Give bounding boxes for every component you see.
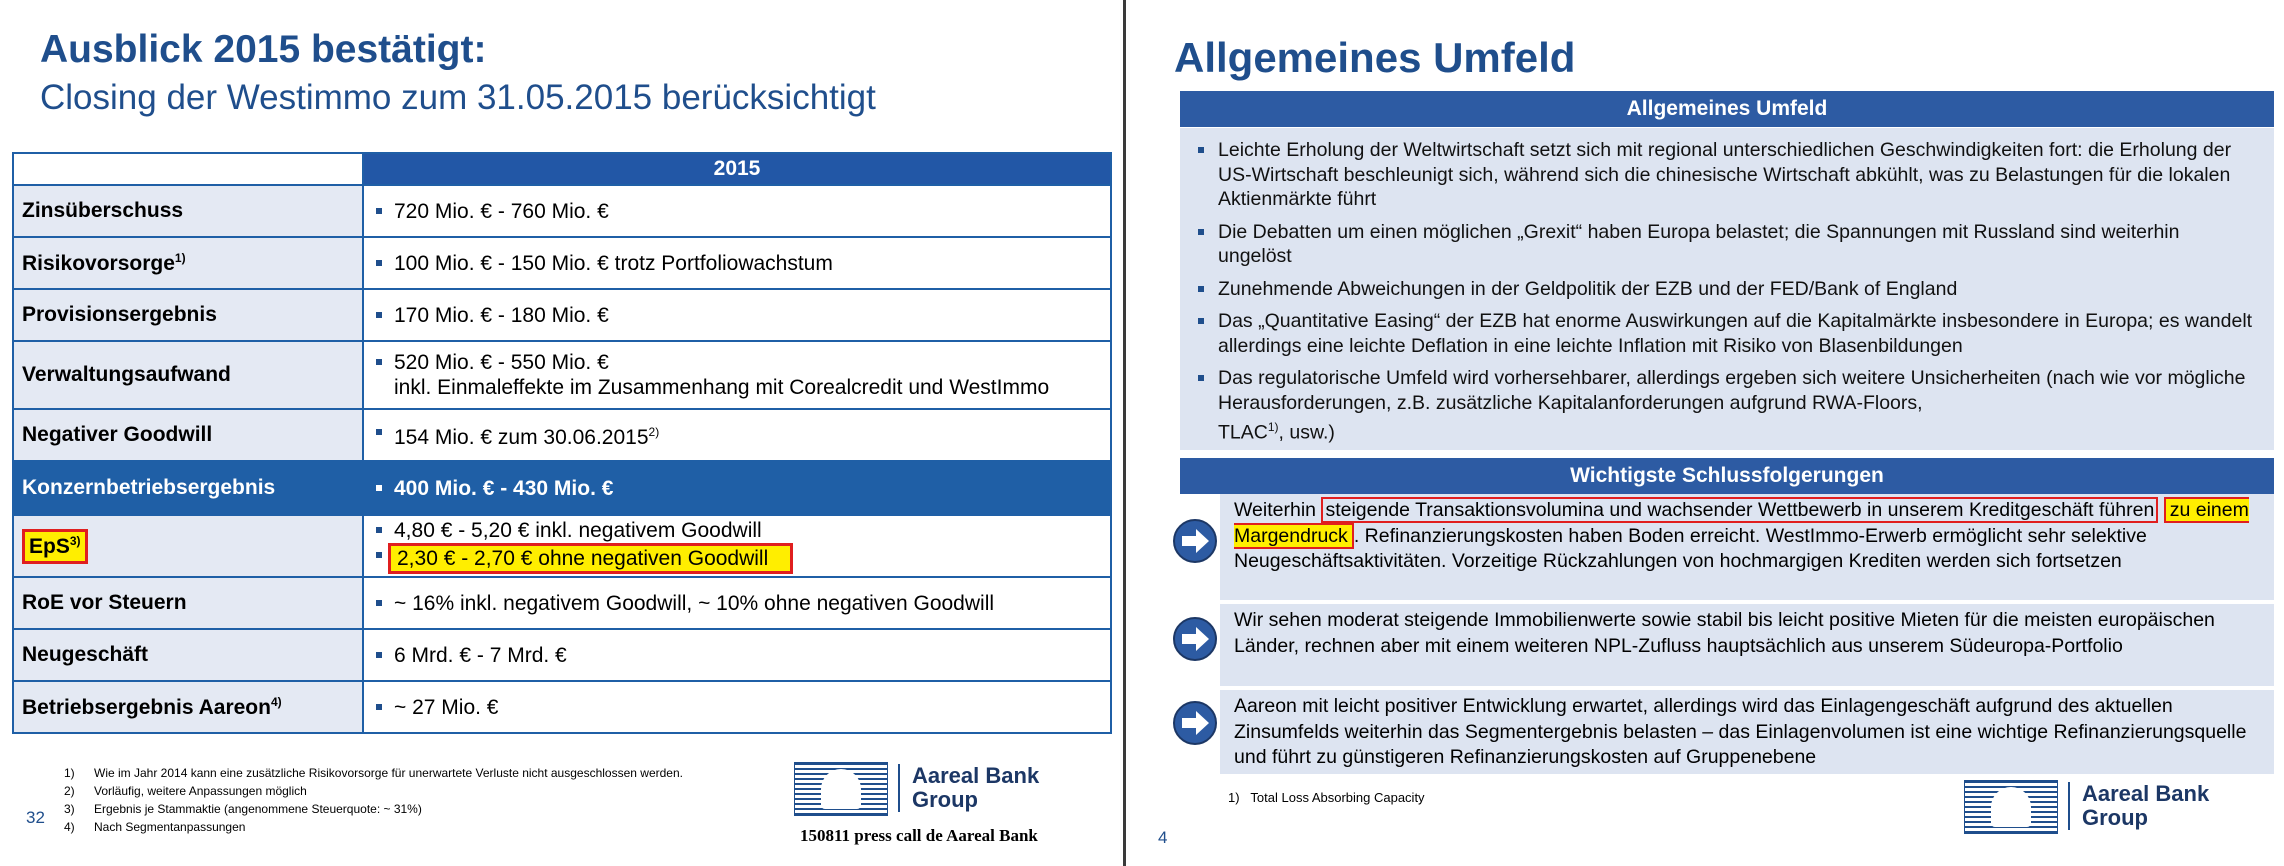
row-value: 400 Mio. € - 430 Mio. € [363,461,1111,515]
row-label: Provisionsergebnis [13,289,363,341]
logo-text: Aareal Bank Group [2068,782,2209,830]
right-slide [1140,0,2284,866]
row-label: Zinsüberschuss [13,185,363,237]
row-value: 154 Mio. € zum 30.06.2015$^{2)}$ [363,409,1111,461]
eps-highlight-box: EpS$^{3)}$ [22,529,88,564]
footnote: 1) Total Loss Absorbing Capacity [1228,790,1425,805]
row-value: 720 Mio. € - 760 Mio. € [363,185,1111,237]
environment-panel [1180,128,2274,450]
row-label: Verwaltungsaufwand [13,341,363,409]
row-label [13,515,363,577]
conclusion-item: Aareon mit leicht positiver Entwicklung erwartet, allerdings wird das Einlagengeschäft aufgrund des aktuellen Zinsumfelds weiterhin das Segmentergebnis belasten – das Einlagenvolumen ist eine wichtige Refinanzierungsquelle und führt zu günstigeren Refinanzierungskosten auf Gruppenebene [1220,690,2274,774]
list-item: Das regulatorische Umfeld wird vorhersehbarer, allerdings ergeben sich weitere Unsicherheiten (nach wie vor mögliche Herausforderungen, z.B. zusätzliche Kapitalanforderungen aufgrund RWA-Floors, TLAC$^{1)}$, usw.) [1218,366,2254,445]
table-row [13,237,1111,289]
table-row [13,629,1111,681]
table-row [13,577,1111,629]
table-row-eps [13,515,1111,577]
table-row [13,185,1111,237]
row-label: RoE vor Steuern [13,577,363,629]
list-item: Leichte Erholung der Weltwirtschaft setzt sich mit regional unterschiedlichen Geschwindigkeiten fort: die Erholung der US-Wirtschaft beschleunigt sich, während sich die chinesische Wirtschaft abkühlt, was zu Belastungen für die lokalen Aktienmärkte führt [1218,138,2254,212]
environment-list [1180,128,2274,445]
slide-subtitle: Closing der Westimmo zum 31.05.2015 berücksichtigt [40,78,876,117]
footnote: 4) Nach Segmentanpassungen [64,820,246,834]
aareal-logo [1964,776,2240,840]
row-value: ~ 27 Mio. € [363,681,1111,733]
table-header-row [13,153,1111,185]
aareal-logo [794,758,1070,822]
conclusion-item: Wir sehen moderat steigende Immobilienwerte sowie stabil bis leicht positive Mieten für die meisten europäischen Länder, rechnen aber mit einem weiteren NPL-Zufluss hauptsächlich aus unserem Südeuropa-Portfolio [1220,604,2274,686]
list-item: Das „Quantitative Easing“ der EZB hat enorme Auswirkungen auf die Kapitalmärkte insbesondere in Europa; es wandelt allerdings eine leichte Deflation in eine leichte Inflation mit Risiko von Blasenbildungen [1218,310,2253,357]
list-item: Zunehmende Abweichungen in der Geldpolitik der EZB und der FED/Bank of England [1218,277,2254,302]
row-label: Konzernbetriebsergebnis [13,461,363,515]
eps-value-highlight: 2,30 € - 2,70 € ohne negativen Goodwill [388,543,793,574]
header-empty-cell [13,153,363,185]
table-row [13,289,1111,341]
row-label: Neugeschäft [13,629,363,681]
row-value: 170 Mio. € - 180 Mio. € [363,289,1111,341]
table-row [13,681,1111,733]
footnote: 2) Vorläufig, weitere Anpassungen möglich [64,784,307,798]
list-item: Die Debatten um einen möglichen „Grexit“ haben Europa belastet; die Spannungen mit Russland sind weiterhin ungelöst [1218,220,2254,269]
row-value: 520 Mio. € - 550 Mio. € inkl. Einmaleffekte im Zusammenhang mit Corealcredit und WestImmo [363,341,1111,409]
table-row [13,409,1111,461]
row-label: Betriebsergebnis Aareon$^{4)}$ [13,681,363,733]
page-number: 32 [26,808,45,827]
row-label: Risikovorsorge$^{1)}$ [13,237,363,289]
row-value: 6 Mrd. € - 7 Mrd. € [363,629,1111,681]
footnote: 3) Ergebnis je Stammaktie (angenommene Steuerquote: ~ 31%) [64,802,422,816]
logo-text: Aareal Bank Group [898,764,1039,812]
section-header: Wichtigste Schlussfolgerungen [1180,458,2274,494]
year-header: 2015 [363,153,1111,185]
table-row [13,341,1111,409]
outlook-table [12,152,1112,734]
eagle-logo-icon [794,762,888,816]
highlight-yellow-box: zu einem Margendruck [1234,499,2249,547]
footnote: 1) Wie im Jahr 2014 kann eine zusätzliche Risikovorsorge für unerwartete Verluste nicht ausgeschlossen werden. [64,766,683,780]
page-number: 4 [1158,828,1168,847]
slide-title: Allgemeines Umfeld [1174,34,1576,81]
left-slide [0,0,1126,866]
conclusion-item: Weiterhin steigende Transaktionsvolumina und wachsender Wettbewerb in unserem Kreditgeschäft führen zu einem Margendruck . Refinanzierungskosten haben Boden erreicht. WestImmo-Erwerb ermöglicht sehr selektive Neugeschäftsaktivitäten. Vorzeitige Rückzahlungen von hochmargigen Krediten werden sich fortsetzen [1220,494,2274,600]
arrow-right-icon [1172,700,1218,746]
arrow-right-icon [1172,616,1218,662]
section-header: Allgemeines Umfeld [1180,91,2274,127]
slide-title: Ausblick 2015 bestätigt: [40,28,487,71]
row-label: Negativer Goodwill [13,409,363,461]
eagle-logo-icon [1964,780,2058,834]
footnotes [64,764,683,836]
row-value: 4,80 € - 5,20 € inkl. negativem Goodwill 2,30 € - 2,70 € ohne negativen Goodwill [363,515,1111,577]
press-call-caption: 150811 press call de Aareal Bank [800,826,1038,845]
row-value: ~ 16% inkl. negativem Goodwill, ~ 10% ohne negativen Goodwill [363,577,1111,629]
row-value: 100 Mio. € - 150 Mio. € trotz Portfoliowachstum [363,237,1111,289]
arrow-right-icon [1172,518,1218,564]
highlight-red-box: steigende Transaktionsvolumina und wachsender Wettbewerb in unserem Kreditgeschäft führen [1321,497,2158,523]
table-row-highlighted [13,461,1111,515]
